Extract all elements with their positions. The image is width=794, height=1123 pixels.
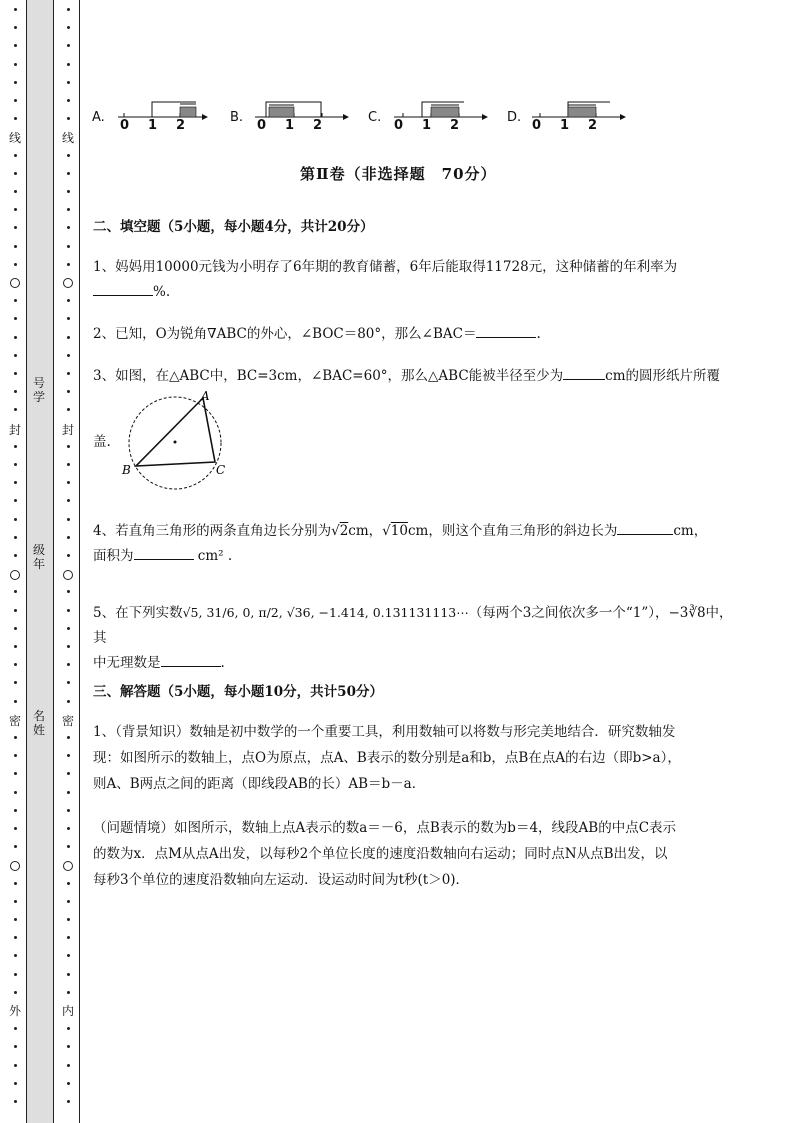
binding-dot	[67, 663, 70, 666]
binding-circle	[63, 278, 73, 288]
answer-heading: 三、解答题（5小题，每小题10分，共计50分）	[93, 684, 383, 700]
q2-text: 2、已知，O为锐角∇ABC的外心，∠BOC＝80°，那么∠BAC＝	[93, 326, 477, 342]
binding-dot	[14, 973, 17, 976]
number-line-b	[255, 102, 349, 120]
binding-char: 密	[61, 714, 74, 728]
binding-dot	[14, 991, 17, 994]
binding-dot	[67, 390, 70, 393]
q3-blank[interactable]	[563, 379, 605, 380]
binding-dot	[67, 681, 70, 684]
q4-blank-1[interactable]	[617, 534, 673, 535]
binding-dot	[67, 882, 70, 885]
p1-line-3: 则A、B两点之间的距离（即线段AB的长）AB＝b－a．	[93, 776, 426, 792]
label-name: 名姓	[32, 709, 45, 737]
binding-dot	[67, 26, 70, 29]
q4-blank-2[interactable]	[134, 559, 194, 560]
binding-dot	[67, 208, 70, 211]
binding-dot	[14, 81, 17, 84]
question-1	[93, 255, 743, 305]
binding-dot	[67, 845, 70, 848]
binding-dot	[67, 99, 70, 102]
binding-dot	[67, 518, 70, 521]
binding-char: 密	[8, 714, 21, 728]
binding-dot	[14, 208, 17, 211]
q1-blank[interactable]	[93, 295, 153, 296]
binding-dot	[14, 900, 17, 903]
binding-strip	[26, 0, 54, 1123]
binding-dot	[14, 736, 17, 739]
binding-dot	[67, 645, 70, 648]
binding-dot	[14, 299, 17, 302]
binding-char: 内	[61, 1004, 74, 1018]
label-grade: 级年	[32, 543, 45, 571]
binding-dot	[67, 918, 70, 921]
option-b-label: B.	[230, 110, 244, 125]
triangle-abc	[136, 398, 215, 466]
binding-dot	[67, 408, 70, 411]
p1-line-1: 1、（背景知识）数轴是初中数学的一个重要工具，利用数轴可以将数与形完美地结合．研究数轴发	[93, 724, 676, 740]
q4-unit-3: cm² .	[197, 548, 233, 564]
binding-dot	[67, 299, 70, 302]
binding-dot	[67, 936, 70, 939]
binding-margin-left	[0, 0, 26, 1123]
binding-dot	[67, 973, 70, 976]
option-a-label: A.	[92, 110, 105, 125]
binding-dot	[14, 408, 17, 411]
binding-dot	[67, 900, 70, 903]
binding-dot	[14, 372, 17, 375]
binding-dot	[67, 554, 70, 557]
binding-dot	[14, 700, 17, 703]
binding-dot	[14, 681, 17, 684]
binding-dot	[14, 226, 17, 229]
binding-margin-right	[54, 0, 80, 1123]
binding-dot	[14, 590, 17, 593]
question-4	[93, 519, 743, 569]
binding-dot	[67, 700, 70, 703]
binding-dot	[14, 172, 17, 175]
binding-dot	[14, 663, 17, 666]
binding-dot	[67, 754, 70, 757]
binding-dot	[67, 1082, 70, 1085]
binding-char: 外	[8, 1004, 21, 1018]
section-title: 第Ⅱ卷（非选择题 70分）	[300, 165, 497, 183]
q4-unit-1: cm，	[348, 523, 383, 539]
circle-center	[174, 441, 177, 444]
binding-dot	[67, 263, 70, 266]
binding-dot	[67, 317, 70, 320]
binding-dot	[67, 536, 70, 539]
vertex-c-label: C	[216, 463, 226, 477]
tick-label: 0	[394, 118, 404, 133]
problem-1-background	[93, 719, 743, 797]
binding-dot	[14, 882, 17, 885]
binding-dot	[14, 936, 17, 939]
binding-dot	[14, 645, 17, 648]
q5-end: .	[220, 655, 225, 671]
binding-dot	[67, 809, 70, 812]
binding-dot	[14, 336, 17, 339]
q1-text: 1、妈妈用10000元钱为小明存了6年期的教育储蓄，6年后能取得11728元，这种储蓄的年利率为	[93, 259, 678, 275]
binding-dot	[67, 627, 70, 630]
binding-dot	[14, 63, 17, 66]
fill-in-heading: 二、填空题（5小题，每小题4分，共计20分）	[93, 219, 374, 235]
binding-dot	[14, 263, 17, 266]
binding-dot	[14, 827, 17, 830]
binding-dot	[67, 354, 70, 357]
vertex-a-label: A	[201, 389, 210, 403]
binding-char: 封	[8, 423, 21, 437]
sqrt-sign: √	[382, 523, 391, 539]
label-student-id: 号学	[32, 376, 45, 404]
binding-dot	[67, 154, 70, 157]
binding-dot	[14, 445, 17, 448]
binding-dot	[67, 791, 70, 794]
binding-dot	[14, 609, 17, 612]
binding-dot	[14, 845, 17, 848]
binding-dot	[67, 336, 70, 339]
binding-char: 线	[61, 131, 74, 145]
binding-dot	[67, 499, 70, 502]
binding-dot	[67, 445, 70, 448]
binding-dot	[67, 991, 70, 994]
binding-dot	[67, 954, 70, 957]
q2-blank[interactable]	[476, 337, 536, 338]
p2-line-1: （问题情境）如图所示，数轴上点A表示的数a＝－6，点B表示的数为b＝4，线段AB的中点C表示	[93, 820, 677, 836]
binding-char: 封	[61, 423, 74, 437]
binding-char: 线	[8, 131, 21, 145]
q3-text: 3、如图，在△ABC中，BC=3cm，∠BAC=60°，那么△ABC能被半径至少为	[93, 368, 564, 384]
binding-circle	[63, 570, 73, 580]
p1-line-2: 现：如图所示的数轴上，点O为原点，点A、B表示的数分别是a和b，点B在点A的右边（即b>a），	[93, 750, 681, 766]
binding-dot	[67, 63, 70, 66]
option-d-label: D.	[507, 110, 522, 125]
binding-dot	[14, 791, 17, 794]
binding-dot	[67, 226, 70, 229]
question-5	[93, 600, 743, 676]
binding-dot	[14, 918, 17, 921]
number-line-a	[118, 102, 208, 120]
binding-dot	[14, 481, 17, 484]
tick-label: 2	[450, 118, 460, 133]
binding-dot	[67, 117, 70, 120]
binding-dot	[67, 190, 70, 193]
binding-dot	[67, 1100, 70, 1103]
q4-text-3: 面积为	[93, 548, 134, 564]
binding-dot	[14, 117, 17, 120]
binding-dot	[14, 1027, 17, 1030]
p2-line-3: 每秒3个单位的速度沿数轴向左运动．设运动时间为t秒(t＞0)．	[93, 872, 470, 888]
q3-cont: 盖.	[93, 434, 111, 450]
tick-label: 2	[176, 118, 186, 133]
binding-circle	[63, 861, 73, 871]
binding-dot	[14, 518, 17, 521]
tick-label: 1	[560, 118, 570, 133]
binding-dot	[67, 81, 70, 84]
binding-dot	[67, 8, 70, 11]
binding-dot	[67, 372, 70, 375]
tick-label: 1	[285, 118, 295, 133]
binding-dot	[14, 390, 17, 393]
q4-text: 4、若直角三角形的两条直角边长分别为	[93, 523, 332, 539]
q3-text-2: cm的圆形纸片所覆	[605, 368, 721, 384]
binding-dot	[14, 1082, 17, 1085]
binding-dot	[67, 1045, 70, 1048]
binding-dot	[14, 317, 17, 320]
circle-triangle-figure	[118, 388, 230, 494]
tick-label: 0	[257, 118, 267, 133]
q2-end: .	[536, 326, 541, 342]
question-2	[93, 322, 743, 347]
binding-dot	[14, 772, 17, 775]
binding-dot	[14, 245, 17, 248]
binding-dot	[14, 26, 17, 29]
binding-dot	[14, 1100, 17, 1103]
number-lines-figure	[110, 98, 630, 134]
q5-numbers: √5, 31/6, 0, π/2, √36, −1.414, 0.131131113⋯	[182, 605, 469, 620]
binding-dot	[14, 809, 17, 812]
q4-text-2: cm，则这个直角三角形的斜边长为	[407, 523, 618, 539]
binding-dot	[14, 154, 17, 157]
binding-dot	[67, 590, 70, 593]
binding-dot	[14, 554, 17, 557]
binding-dot	[14, 190, 17, 193]
binding-dot	[67, 1027, 70, 1030]
sqrt-sign: √	[331, 523, 340, 539]
binding-dot	[14, 463, 17, 466]
q5-blank[interactable]	[161, 666, 221, 667]
binding-dot	[67, 481, 70, 484]
binding-dot	[67, 736, 70, 739]
q5-text-2: （每两个3之间依次多一个“1”），−3∛8中，其	[93, 605, 733, 646]
binding-dot	[14, 954, 17, 957]
tick-label: 0	[120, 118, 130, 133]
binding-dot	[14, 1045, 17, 1048]
tick-label: 0	[532, 118, 542, 133]
tick-label: 2	[313, 118, 323, 133]
binding-dot	[67, 172, 70, 175]
q4-radicand-2: 10	[390, 523, 408, 539]
binding-dot	[14, 99, 17, 102]
binding-dot	[67, 44, 70, 47]
number-line-d	[532, 102, 626, 120]
q5-text: 5、在下列实数	[93, 605, 183, 621]
binding-dot	[14, 499, 17, 502]
binding-dot	[67, 772, 70, 775]
q4-unit-2: cm，	[673, 523, 708, 539]
tick-label: 1	[422, 118, 432, 133]
problem-1-situation	[93, 815, 743, 893]
binding-circle	[10, 570, 20, 580]
binding-dot	[67, 1064, 70, 1067]
binding-dot	[14, 536, 17, 539]
binding-dot	[14, 627, 17, 630]
binding-dot	[14, 8, 17, 11]
option-c-label: C.	[368, 110, 382, 125]
binding-dot	[67, 463, 70, 466]
binding-circle	[10, 278, 20, 288]
binding-dot	[67, 609, 70, 612]
binding-dot	[67, 827, 70, 830]
q1-unit: %.	[153, 284, 171, 300]
binding-circle	[10, 861, 20, 871]
vertex-b-label: B	[122, 463, 131, 477]
question-3	[93, 364, 743, 389]
q5-text-3: 中无理数是	[93, 655, 161, 671]
binding-dot	[14, 1064, 17, 1067]
binding-dot	[14, 354, 17, 357]
binding-dot	[14, 44, 17, 47]
tick-label: 2	[588, 118, 598, 133]
tick-label: 1	[148, 118, 158, 133]
binding-dot	[14, 754, 17, 757]
p2-line-2: 的数为x．点M从点A出发，以每秒2个单位长度的速度沿数轴向右运动；同时点N从点B出发，以	[93, 846, 668, 862]
binding-dot	[67, 245, 70, 248]
number-line-c	[394, 102, 488, 120]
q4-radicand-1: 2	[339, 523, 349, 539]
